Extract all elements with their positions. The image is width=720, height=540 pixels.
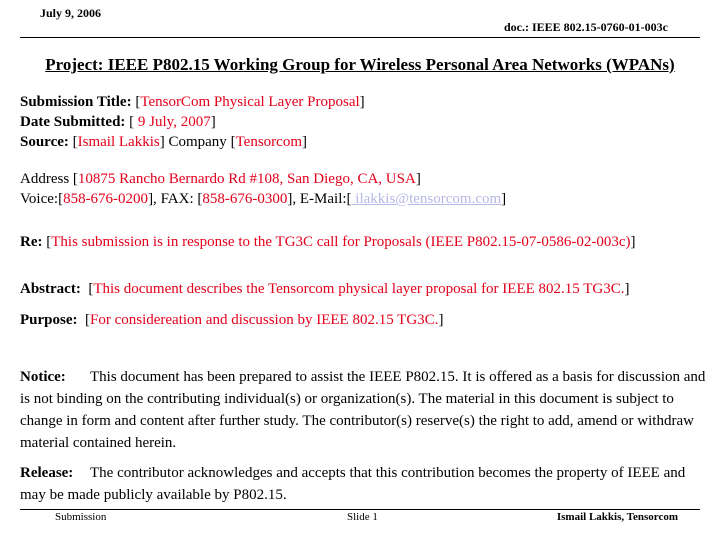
submission-title-label: Submission Title: (20, 94, 132, 110)
header-doc-id: doc.: IEEE 802.15-0760-01-003c (504, 20, 668, 34)
source-name: Ismail Lakkis (77, 134, 160, 150)
source-line: Source: [Ismail Lakkis] Company [Tensorcom] (20, 134, 307, 150)
purpose-line: Purpose: [For considereation and discussion by IEEE 802.15 TG3C.] (20, 312, 444, 328)
voice-label: Voice: (20, 191, 59, 207)
date-submitted-label: Date Submitted: (20, 114, 126, 130)
abstract-label: Abstract: (20, 281, 81, 297)
abstract-value: This document describes the Tensorcom physical layer proposal for IEEE 802.15 TG3C. (93, 281, 625, 297)
header-date: July 9, 2006 (40, 6, 102, 20)
footer-slide-number: Slide 1 (347, 511, 378, 523)
email-label: E-Mail: (299, 191, 347, 207)
abstract-line: Abstract: [This document describes the Tensorcom physical layer proposal for IEEE 802.15 TG3C.] (20, 281, 630, 297)
submission-title-line: Submission Title: [TensorCom Physical Layer Proposal] (20, 94, 365, 110)
notice-paragraph (20, 366, 710, 454)
date-submitted-line: Date Submitted: [ 9 July, 2007] (20, 114, 216, 130)
header-rule (20, 37, 700, 38)
fax-label: FAX: (160, 191, 194, 207)
release-text: The contributor acknowledges and accepts that this contribution becomes the property of IEEE and may be made publicly available by P802.15. (20, 465, 686, 503)
notice-label: Notice: (20, 369, 66, 385)
footer-author: Ismail Lakkis, Tensorcom (556, 511, 678, 523)
re-value: This submission is in response to the TG3C call for Proposals (IEEE P802.15-07-0586-02-003c) (51, 234, 631, 250)
address-value: 10875 Rancho Bernardo Rd #108, San Diego, CA, USA (77, 171, 416, 187)
re-label: Re: (20, 234, 43, 250)
page-title: Project: IEEE P802.15 Working Group for Wireless Personal Area Networks (WPANs) (45, 55, 675, 74)
submission-title-value: TensorCom Physical Layer Proposal (140, 94, 360, 110)
fax-value: 858-676-0300 (202, 191, 288, 207)
contact-line: Voice:[858-676-0200], FAX: [858-676-0300], E-Mail:[ ilakkis@tensorcom.com] (20, 191, 507, 207)
notice-text: This document has been prepared to assist the IEEE P802.15. It is offered as a basis for discussion and is not binding on the contributing individual(s) or organization(s). The material in this document is subject to change in form and content after further study. The contributor(s) reserve(s) the right to add, amend or withdraw material contained herein. (20, 369, 706, 451)
address-label: Address (20, 171, 70, 187)
company-label: Company (168, 134, 227, 150)
re-line: Re: [This submission is in response to the TG3C call for Proposals (IEEE P802.15-07-0586-02-003c)] (20, 234, 636, 250)
email-link[interactable]: ilakkis@tensorcom.com (351, 191, 502, 207)
company-value: Tensorcom (235, 134, 302, 150)
purpose-label: Purpose: (20, 312, 78, 328)
date-submitted-value: 9 July, 2007 (134, 114, 211, 130)
release-paragraph (20, 462, 710, 506)
source-label: Source: (20, 134, 69, 150)
footer-submission: Submission (55, 511, 107, 523)
release-label: Release: (20, 465, 74, 481)
voice-value: 858-676-0200 (63, 191, 149, 207)
address-line: Address [10875 Rancho Bernardo Rd #108, San Diego, CA, USA] (20, 171, 421, 187)
purpose-value: For considereation and discussion by IEEE 802.15 TG3C. (90, 312, 439, 328)
footer-rule (20, 509, 700, 510)
